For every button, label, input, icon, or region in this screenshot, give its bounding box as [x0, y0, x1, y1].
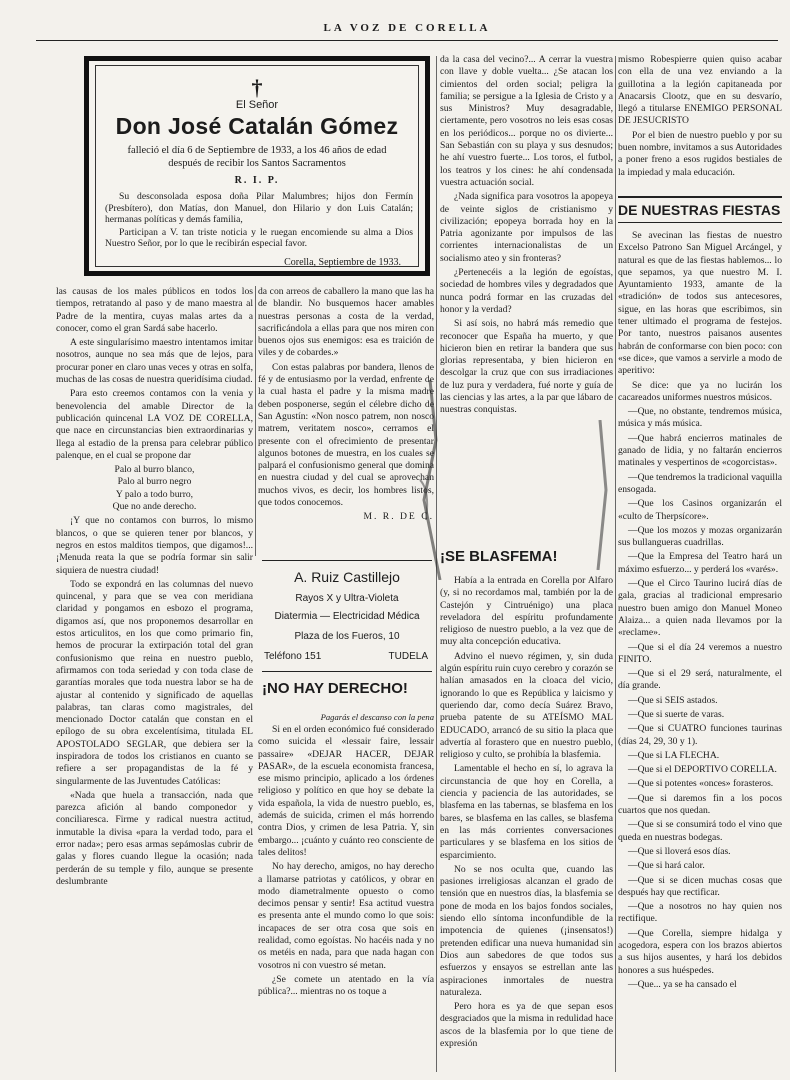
article-column-3: [440, 54, 613, 482]
paragraph: ¿Nada significa para vosotros la apopeya de veinte siglos de cristianismo y civilización; epopeya borrada hoy en la Patria agonizante por impulsos de las corrientes internacionalistas de un socialismo ateo y sin fronteras?: [440, 191, 613, 264]
paragraph: —Que si LA FLECHA.: [628, 749, 720, 761]
headline-no-hay-derecho: ¡NO HAY DERECHO!: [262, 680, 408, 697]
newspaper-title: LA VOZ DE CORELLA: [323, 22, 491, 34]
paragraph: Advino el nuevo régimen, y, sin duda algún espíritu ruin cuyo cerebro y corazón se halían amasados en la cloaca del vicio, ignorando lo que es República y laicismo y queriendo dar, como decía Suárez Bravo, prueba patente de su ATEÍSMO MAL EDUCADO, arrancó de su sitio la placa que advertía al forastero que en nuestro pueblo, religioso y culto, se prohibía la blasfemia.: [440, 650, 613, 761]
paragraph: No hay derecho, amigos, no hay derecho a llamarse patriotas y católicos, y obrar en modo diametralmente opuesto o como decimos pensar y sentir! Esa actitud vuestra es presenta ante el mundo como lo que sois: incapaces de ser otra cosa que sois en realidad, como egoístas. No hacéis nada y no os metéis en nada, para que nada hagan con vosotros ni con vuestro sé metan.: [258, 861, 434, 971]
verse-line: Palo al burro negro: [117, 476, 192, 488]
paragraph: —Que a nosotros no hay quien nos rectifique.: [618, 901, 782, 925]
column-divider: [255, 286, 256, 556]
article-no-hay-derecho: [258, 712, 434, 1072]
paragraph: da con arreos de caballero la mano que las ha de blandir. No busquemos hacer amables nuestras personas a costa de la verdad, sacrificándola a ellas para que nos miren con buenos ojos sus enemigos: esa es traición de viles y de cobardes.»: [258, 286, 434, 359]
paragraph: Por el bien de nuestro pueblo y por su buen nombre, invitamos a sus Autoridades a poner freno a esos rugidos bestiales de la impiedad y mala educación.: [618, 129, 782, 178]
ad-line-address: Plaza de los Fueros, 10: [294, 631, 400, 642]
paragraph: mismo Robespierre quien quiso acabar con ella de una vez enviando a la guillotina a la legión capitaneada por Anacarsis Clootz, que en su desvarío, llegó a titularse ENEMIGO PERSONAL DE JESUCRISTO: [618, 54, 782, 127]
paragraph: —Que si SEIS astados.: [628, 694, 718, 706]
paragraph: Para esto creemos contamos con la venia y benevolencia del amable Director de la publicación quincenal LA VOZ DE CORELLA, que nace en circunstancias bien extraordinarias y llega al estadio de la prensa para celebrar público palenque, en el cual se propone dar: [56, 388, 253, 461]
paragraph: Se dice: que ya no lucirán los cacareados uniformes nuestros músicos.: [618, 379, 782, 403]
paragraph: —Que si potentes «onces» forasteros.: [628, 778, 774, 790]
paragraph: Lamentable el hecho en sí, lo agrava la circunstancia de que hoy en Corella, a ciencia y paciencia de las autoridades, se blasfema en las tabernas, se blasfema en los bares, se blasfema en las calles, se blasfema en las más corrientes conversaciones particulares y se blasfema en los sitios de esparcimiento.: [440, 763, 613, 861]
paragraph: —Que si el día 24 veremos a nuestro FINITO.: [618, 641, 782, 665]
page-header: [36, 18, 778, 41]
ad-city: TUDELA: [388, 651, 428, 662]
obituary-family: Su desconsolada esposa doña Pilar Malumbres; hijos don Fermín (Presbítero), don Matías, don Manuel, don Hilario y don Luis Catalán; hermanas políticas y demás familia,: [105, 191, 413, 226]
paragraph: No se nos oculta que, cuando las pasiones irreligiosas alcanzan el grado de tensión que en nuestros días, la blasfemia se pone de moda en los bajos fondos sociales, siendo ello síntoma inconfundible de la impotencia de quienes (¡insensatos!) pretenden edificar una nueva humanidad sin Dios aun sabedores de que todos sus esfuerzos y ensayos se estrellan ante las aspiraciones inmortales de nuestra naturaleza.: [440, 863, 613, 998]
paragraph: —Que el Circo Taurino lucirá días de gala, gracias al tradicional empresario nuestro buen amigo don Manuel Moneo Alaiza... a quien nada llevamos por la «reclame».: [618, 578, 782, 639]
verse-line: Y palo a todo burro,: [115, 488, 194, 500]
paragraph: —Que si el DEPORTIVO CORELLA.: [628, 764, 777, 776]
paragraph: A este singularísimo maestro intentamos imitar nosotros, aunque no sea más que de lejos, para procurar poner en claro unas veces y otras en solfa, muchas de las cosas de nuestra queridísima ciudad.: [56, 337, 253, 386]
headline-de-nuestras-fiestas: DE NUESTRAS FIESTAS: [618, 202, 781, 218]
obituary-rip: R. I. P.: [234, 175, 280, 186]
ad-line-diathermy: Diatermia — Electricidad Médica: [274, 611, 420, 622]
advertisement: [262, 560, 432, 672]
verse-line: Palo al burro blanco,: [114, 464, 195, 476]
paragraph: ¡Y que no contamos con burros, lo mismo blancos, o que se quieren tener por blancos, y negros en estos malditos tiempos, que digamos!... ¡Menuda reata la que se podría formar sin salir siquiera de nuestra ciudad!: [56, 515, 253, 576]
article-de-nuestras-fiestas: [618, 230, 782, 1072]
obituary-title: El Señor: [235, 99, 279, 111]
paragraph: —Que si se dicen muchas cosas que después hay que rectificar.: [618, 874, 782, 898]
obituary-body: [105, 191, 413, 251]
obituary-name: Don José Catalán Gómez: [115, 113, 399, 139]
divider: [618, 196, 782, 198]
obituary-box: [84, 56, 430, 276]
paragraph: —Que tendremos la tradicional vaquilla ensogada.: [618, 471, 782, 495]
paragraph: —Que si se consumirá todo el vino que queda en nuestras bodegas.: [618, 819, 782, 843]
column-divider: [615, 56, 616, 1072]
paragraph: ¿Pertenecéis a la legión de egoístas, sociedad de hombres viles y degradados que nunca podrá formar en las cruzadas del honor y la verdad?: [440, 267, 613, 315]
paragraph: Con estas palabras por bandera, llenos de fé y de entusiasmo por la verdad, enfrente de la cual hasta el padre y la misma madre deben posponerse, según el célebre dicho de San Agustín: «Non nosco patrem, non nosco matrem, veritatem nosco», cerramos el presente con el ofrecimiento de presentar algunos botones de muestra, en los cuales se palpará el confusionismo general que domina en nuestra ciudad y del cual se aprovechan muchos vivos, es decir, los hombres listos, que todos conocemos.: [258, 361, 434, 509]
paragraph: —Que si CUATRO funciones taurinas (días 24, 29, 30 y 1).: [618, 723, 782, 747]
paragraph: Pero hora es ya de que sepan esos desgraciados que la misma in redulidad hace ascos de la blasfemia por lo que tiene de expresión: [440, 1001, 613, 1049]
divider: [618, 222, 782, 223]
ad-phone: Teléfono 151: [264, 651, 322, 662]
paragraph: Se avecinan las fiestas de nuestro Excelso Patrono San Miguel Arcángel, y natural es que de las fiestas hablemos... lo que sepamos, ya que nuestro M. I. Ayuntamiento 1933, amante de la «tradición» de todos sus antecesores, sigue, en las horas que escribimos, sin tener ultimado el programa de festejos. Por tanto, nuestros paisanos ausentes habrán de conformarse con bien poco: con «se dice», que vamos a servirle a modo de aperitivo:: [618, 230, 782, 377]
paragraph: ¿Se comete un atentado en la vía pública?... mientras no os toque a: [258, 973, 434, 998]
headline-se-blasfema: ¡SE BLASFEMA!: [440, 548, 558, 565]
paragraph: —Que... ya se ha cansado el: [628, 978, 737, 990]
paragraph: —Que los Casinos organizarán el «culto de Therpsícore».: [618, 498, 782, 522]
paragraph: —Que si suerte de varas.: [628, 708, 725, 720]
ad-line-xray: Rayos X y Ultra-Violeta: [295, 593, 399, 604]
column-divider: [436, 56, 437, 1072]
obituary-death-line: falleció el día 6 de Septiembre de 1933, a los 46 años de edad: [127, 145, 387, 156]
obituary-sacraments-line: después de recibir los Santos Sacramentos: [168, 158, 346, 169]
paragraph: da la casa del vecino?... A cerrar la vuestra con llave y doble vuelta... ¿Se atacan los cimientos del orden social; peligra la familia; se persigue a la Iglesia de Cristo y a sus Ministros? Muy desagradable, ciertamente, pero vosotros no leis esas cosas en los periódicos... porque no os divierte... San Sebastián con su playa y sus desnudos; he ahí vuestro fuerte... Los toros, el futbol, los teatros y los cines: he ahí condensada vuestra actuación social.: [440, 54, 613, 188]
paragraph: —Que, no obstante, tendremos música, música y más música.: [618, 406, 782, 430]
epigraph: Pagarás el descanso con la pena: [320, 712, 434, 722]
paragraph: —Que los mozos y mozas organizarán sus bullangueras cuadrillas.: [618, 524, 782, 549]
article-se-blasfema: [440, 575, 613, 1072]
paragraph: Si en el orden económico fué considerado como suicida el «lessair faire, lessair passaire» «DEJAR HACER, DEJAR PASAR», de la escuela economista francesa, ese mismo principio, aplicado a los órdenes religioso y político en que hoy se debate la vida española, la vida de nuestro pueblo, es, además de suicida, crimen el más horrendo contra Dios, y crimen de lesa Patria. Y, sin embargo... ¡cuánto y cuánto reo consciente de tales delitos!: [258, 724, 434, 858]
ad-name: A. Ruiz Castillejo: [294, 569, 400, 585]
paragraph: —Que habrá encierros matinales de ganado de lidia, y no faltarán encierros matinales y vespertinos de «cogorcistas».: [618, 432, 782, 469]
paragraph: —Que la Empresa del Teatro hará un máximo esfuerzo... y perderá los «varés».: [618, 551, 782, 575]
paragraph: —Que Corella, siempre hidalga y acogedora, espera con los brazos abiertos a sus hijos ausentes, y hará los debidos honores a sus huéspedes.: [618, 927, 782, 976]
paragraph: —Que si lloverá esos días.: [628, 845, 731, 857]
verse-line: Que no ande derecho.: [112, 501, 197, 513]
paragraph: «Nada que huela a transacción, nada que parezca afición al bando componedor y conciliaresca. Firme y radical nuestra actitud, inmutable la divisa «para la verdad todo, para el error nada»; pero esas armas sepámoslas cubrir de galas y flores cuando llegue la ocasión; nada perderán de su temple y filo, aunque se presente deslumbrante: [56, 789, 253, 887]
obituary-request: Participan a V. tan triste noticia y le ruegan encomiende su alma a Dios Nuestro Señor, por lo que le recibirán especial favor.: [105, 226, 413, 250]
paragraph: Si así sois, no habrá más remedio que reconocer que España ha muerto, y que hicieron bien en retirar la bandera que sus glorias representaba, y bien hicieron en descolgar la cruz que con sus irradiaciones de luz pura y verdadera, fué norte y guía de las ciencias y las artes, a la par que lábaro de nuestras conquistas.: [440, 318, 613, 416]
paragraph: Todo se expondrá en las columnas del nuevo quincenal, y para que se vea con meridiana claridad y pongamos en esbozo el programa, digamos así, que nos proponemos desarrollar en estos articulitos, en los que como primario fin, hemos de procurar la extirpación total del gran confusionismo que reina en nuestro pueblo, afirmamos con toda seriedad y con toda clase de garantías morales que toda nuestra labor se ha de ajustar al contenido y significado de aquellas palabras, tan claras como magistrales, del mencionado Doctor catalán que constan en el epílogo de su obra excelentísima, titulada EL APOSTOLADO SEGLAR, que debiera ser la inspiradora de todos los cristianos en cuanto se refiere a ser propagandistas de la fé y singularmente de las Juventudes Católicas:: [56, 578, 253, 787]
paragraph: —Que si daremos fin a los pocos cuartos que nos quedan.: [618, 792, 782, 817]
paragraph: —Que si hará calor.: [628, 860, 705, 872]
cross-icon: †: [251, 75, 263, 100]
paragraph: las causas de los males públicos en todos los tiempos, retratando al paso y de mano maestra al Padre de la mentira, cuyas malas artes da a conocer, como el gran Sardá sabe hacerlo.: [56, 286, 253, 334]
paragraph: Había a la entrada en Corella por Alfaro (y, si no recordamos mal, también por la de Castejón y Cintruénigo) una placa reveladora del espíritu profundamente religioso de nuestro pueblo, a la vez que de muy alta concepción educativa.: [440, 575, 613, 648]
article-column-2: [258, 286, 434, 554]
article-column-1: [56, 286, 253, 1072]
paragraph: —Que si el 29 será, naturalmente, el día grande.: [618, 668, 782, 692]
article-column-4: [618, 54, 782, 192]
obituary-date: Corella, Septiembre de 1933.: [284, 257, 401, 268]
article-signature: M. R. DE C.: [363, 511, 434, 523]
